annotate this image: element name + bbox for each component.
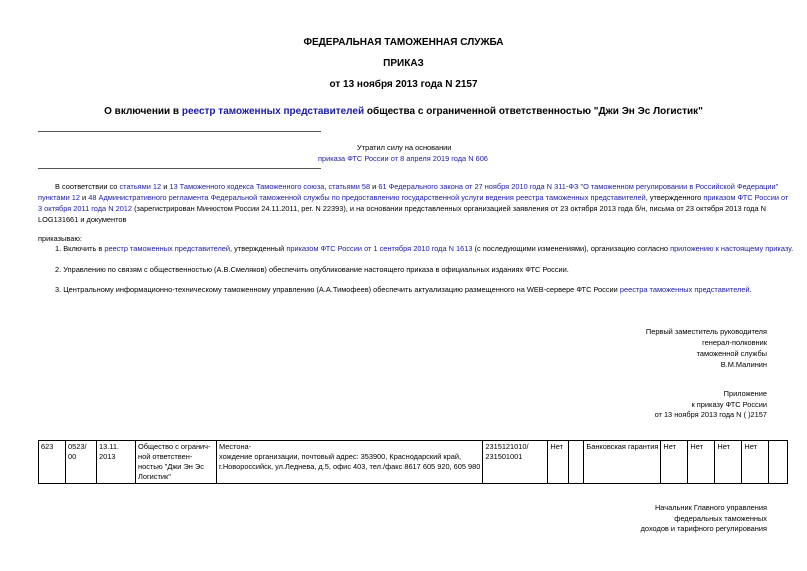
text-run: и [80, 193, 89, 202]
appendix-order-ref: к приказу ФТС России [691, 400, 767, 409]
document-link[interactable]: статьями 12 [119, 182, 162, 191]
document-link[interactable]: реестр таможенных представителей [104, 244, 231, 253]
cell-col8 [569, 441, 584, 484]
appendix-table [38, 440, 788, 484]
preamble-line-3 [38, 204, 766, 214]
appendix-date: от 13 ноября 2013 года N ( )2157 [654, 410, 767, 419]
order-item-1 [55, 244, 793, 254]
doc-date-number: от 13 ноября 2013 года N 2157 [329, 79, 478, 90]
agency-name: ФЕДЕРАЛЬНАЯ ТАМОЖЕННАЯ СЛУЖБА [303, 37, 504, 48]
cell-inn-kpp: 2315121010/ 231501001 [483, 441, 548, 484]
doc-title [0, 106, 807, 117]
doc-type: ПРИКАЗ [383, 58, 424, 69]
document-link[interactable]: 61 Федерального закона от 27 ноября 2010 года N 311-ФЗ "О таможенном регулировании в Российской Федерации" [378, 182, 779, 191]
cell-reg-date: 13.11. 2013 [97, 441, 136, 484]
order-item-2: 2. Управлению по связям с общественностью (А.В.Смеляков) обеспечить опубликование настоящего приказа в официальных изданиях ФТС России. [55, 265, 569, 274]
cell-guarantee: Банковская гарантия [584, 441, 661, 484]
footer-signature-line-1: Начальник Главного управления [654, 503, 767, 512]
signature-name: В.М.Малинин [720, 360, 767, 369]
expired-note: Утратил силу на основании [357, 143, 452, 152]
text-run: , утвержденного [645, 193, 704, 202]
table-row [39, 441, 788, 484]
title-text-after: общества с ограниченной ответственностью "Джи Эн Эс Логистик" [364, 106, 703, 117]
footer-signature-line-2: федеральных таможенных [674, 514, 767, 523]
text-run: В соответствии со [55, 182, 120, 191]
text-run: 1. Включить в [55, 244, 105, 253]
text-run: , [324, 182, 329, 191]
document-link[interactable]: реестра таможенных представителей [619, 285, 750, 294]
cell-org-name: Общество с огранич- ной ответствен- ностью "Джи Эн Эс Логистик" [136, 441, 217, 484]
text-run: . [749, 285, 752, 294]
signature-service: таможенной службы [696, 349, 767, 358]
document-link[interactable]: 13 Таможенного кодекса Таможенного союза [169, 182, 325, 191]
document-link[interactable]: приказом ФТС России от [703, 193, 789, 202]
document-link[interactable]: статьями 58 [328, 182, 371, 191]
cell-col12: Нет [715, 441, 742, 484]
preamble-line-1 [55, 182, 778, 192]
footer-signature-line-3: доходов и тарифного регулирования [640, 524, 767, 533]
divider-bottom [38, 168, 321, 169]
text-run: и [370, 182, 379, 191]
signature-position: Первый заместитель руководителя [645, 327, 767, 336]
preamble-line-2 [38, 193, 788, 203]
cell-org-address: Местона- хождение организации, почтовый адрес: 353900, Краснодарский край, г.Новороссийск, ул.Леднева, д.5, офис 403, тел./факс 8617 605 920, 605 980 [217, 441, 483, 484]
document-link[interactable]: пунктами 12 [38, 193, 80, 202]
appendix-label: Приложение [723, 389, 767, 398]
cell-reg-number: 0523/ 00 [66, 441, 97, 484]
document-link[interactable]: приложению к настоящему приказу [670, 244, 792, 253]
divider-top [38, 131, 321, 132]
signature-rank: генерал-полковник [702, 338, 767, 347]
expired-order-link[interactable]: приказа ФТС России от 8 апреля 2019 года N 606 [318, 154, 488, 163]
cell-col11: Нет [688, 441, 715, 484]
text-run: (с последующими изменениями), организацию согласно [472, 244, 671, 253]
title-registry-link[interactable]: реестр таможенных представителей [181, 106, 365, 117]
text-run: и [161, 182, 170, 191]
text-run: , утвержденный [230, 244, 287, 253]
text-run: (зарегистрирован Минюстом России 24.11.2011, рег. N 22393), и на основании представленных организацией заявления от 23 октября 2013 года б/н, письма от 23 октября 2013 года N [132, 204, 766, 213]
cell-col7: Нет [548, 441, 569, 484]
document-link[interactable]: 3 октября 2011 года N 2012 [38, 204, 133, 213]
order-item-3 [55, 285, 752, 295]
order-word: приказываю: [38, 234, 82, 243]
text-run: 3. Центральному информационно-техническому таможенному управлению (А.А.Тимофеев) обеспечить актуализацию размещенного на WEB-сервере ФТС России [55, 285, 620, 294]
document-link[interactable]: приказом ФТС России от 1 сентября 2010 года N 1613 [286, 244, 473, 253]
cell-col10: Нет [661, 441, 688, 484]
cell-reg-index: 623 [39, 441, 66, 484]
document-link[interactable]: 48 Административного регламента Федеральной таможенной службы по предоставлению государственной услуги ведения реестра таможенных представителей [88, 193, 646, 202]
text-run: . [791, 244, 794, 253]
title-text-before: О включении в [104, 106, 182, 117]
cell-col14 [769, 441, 788, 484]
preamble-line-4: LOG131661 и документов [38, 215, 127, 224]
cell-col13: Нет [742, 441, 769, 484]
